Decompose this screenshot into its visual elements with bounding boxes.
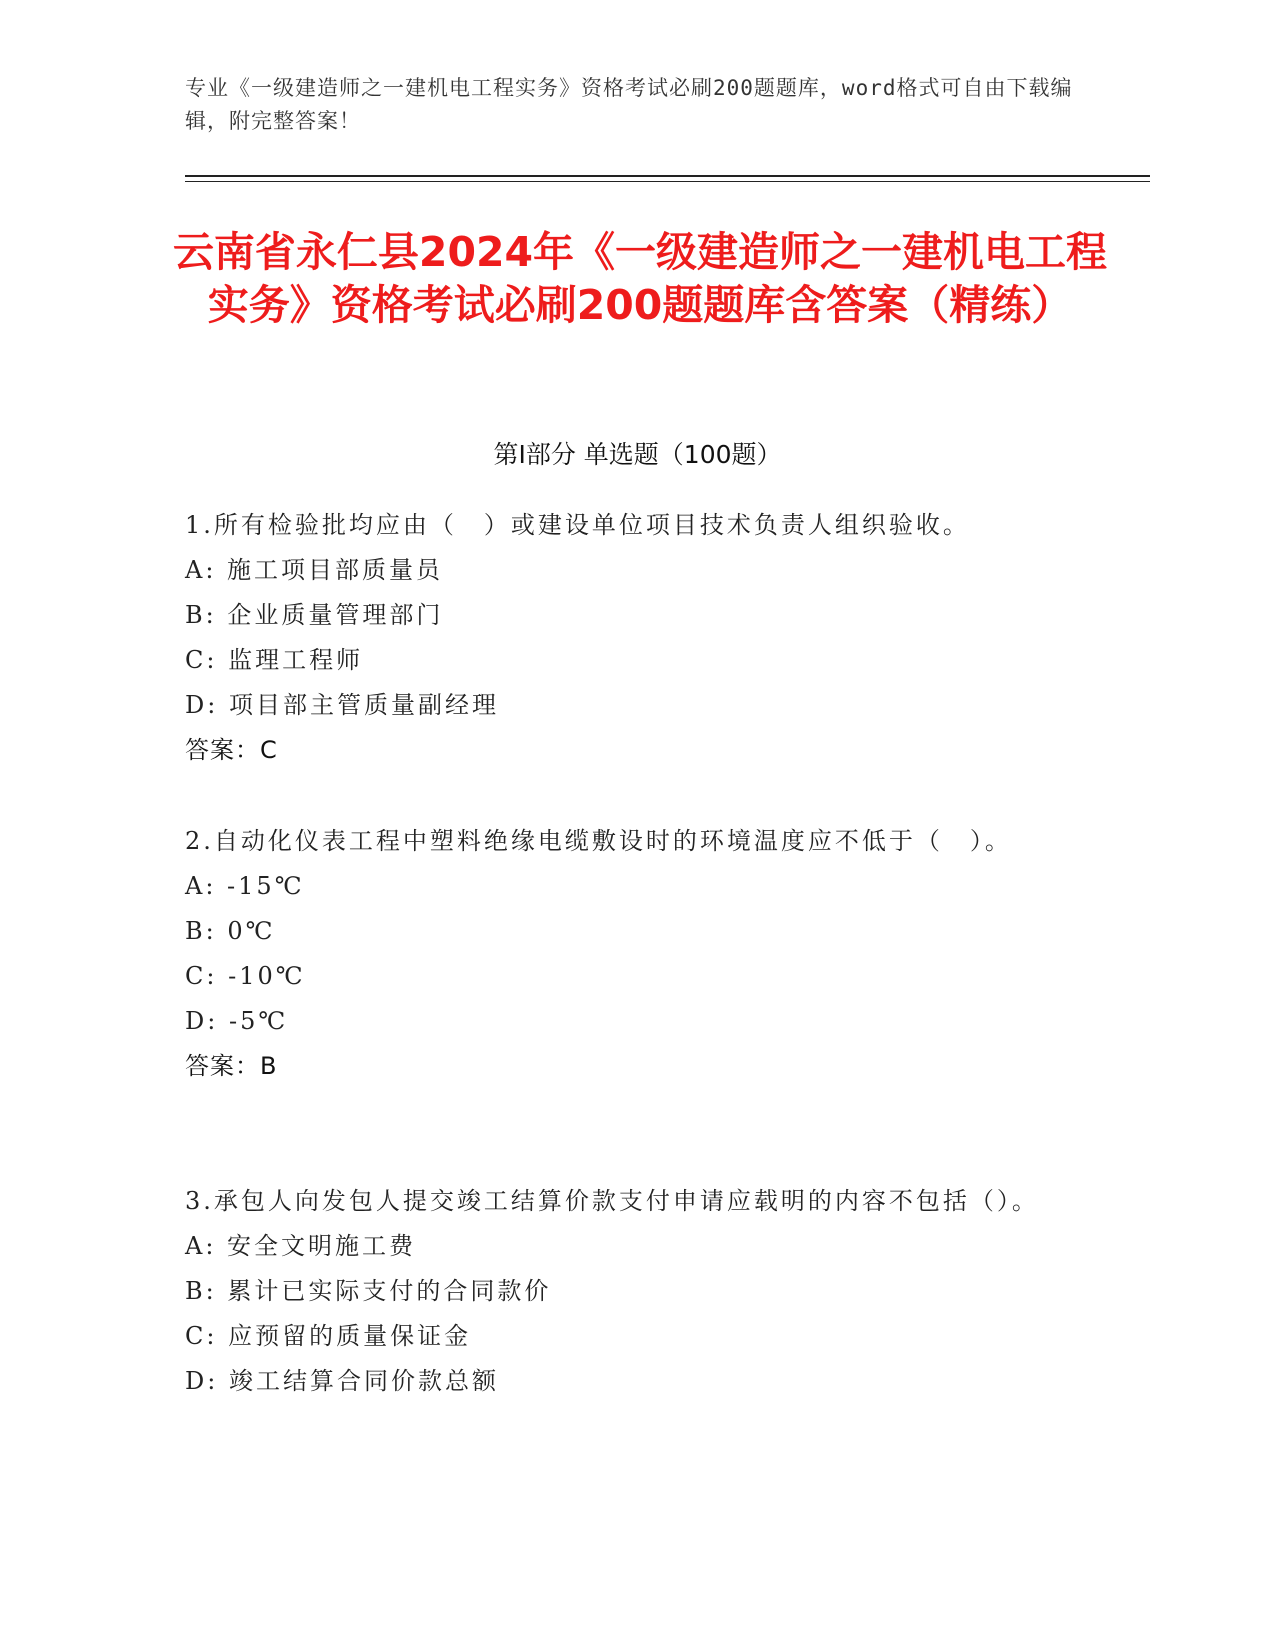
option-d: D: 竣工结算合同价款总额	[185, 1367, 499, 1395]
answer: 答案：C	[185, 736, 278, 764]
option-b: B: 0℃	[185, 917, 276, 945]
option-c: C: 应预留的质量保证金	[185, 1322, 472, 1350]
answer: 答案：B	[185, 1052, 278, 1080]
document-title: 云南省永仁县2024年《一级建造师之一建机电工程实务》资格考试必刷200题题库含答案（精练）	[172, 228, 1108, 329]
option-d: D: 项目部主管质量副经理	[185, 691, 499, 719]
header-divider-thin	[185, 181, 1150, 182]
question-stem: 3.承包人向发包人提交竣工结算价款支付申请应载明的内容不包括（）。	[185, 1187, 1039, 1215]
option-b: B: 累计已实际支付的合同款价	[185, 1277, 552, 1305]
question-3	[185, 1178, 1065, 1404]
option-a: A: -15℃	[185, 872, 305, 900]
header-note: 专业《一级建造师之一建机电工程实务》资格考试必刷200题题库，word格式可自由下载编辑，附完整答案！	[185, 76, 1073, 133]
option-d: D: -5℃	[185, 1007, 289, 1035]
question-1	[185, 502, 1065, 773]
option-a: A: 安全文明施工费	[185, 1232, 417, 1260]
option-c: C: 监理工程师	[185, 646, 364, 674]
question-2	[185, 818, 1065, 1089]
option-a: A: 施工项目部质量员	[185, 556, 444, 584]
header-divider-thick	[185, 175, 1150, 177]
option-c: C: -10℃	[185, 962, 306, 990]
question-stem: 1.所有检验批均应由（ ）或建设单位项目技术负责人组织验收。	[185, 511, 970, 539]
option-b: B: 企业质量管理部门	[185, 601, 444, 629]
question-stem: 2.自动化仪表工程中塑料绝缘电缆敷设时的环境温度应不低于（ ）。	[185, 827, 1012, 855]
section-heading: 第I部分 单选题（100题）	[493, 440, 782, 469]
